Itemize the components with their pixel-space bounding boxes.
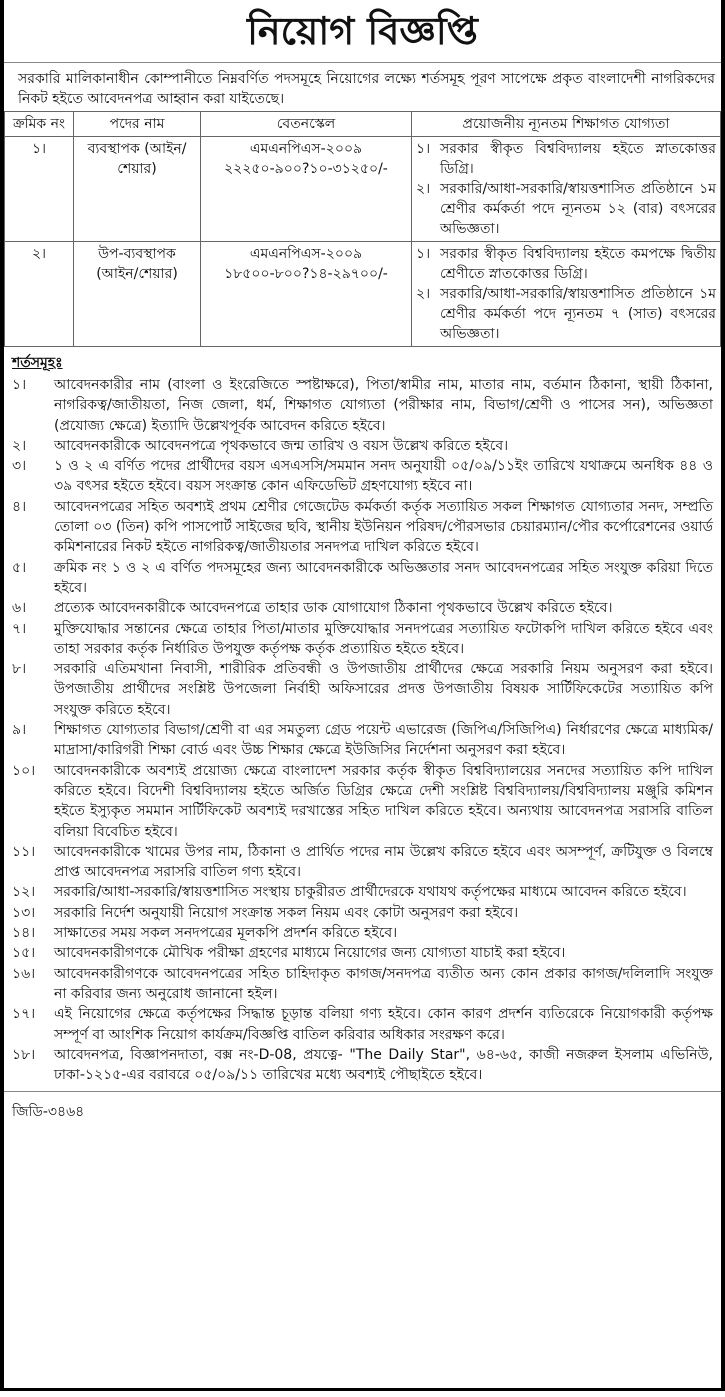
qualification-text: সরকার স্বীকৃত বিশ্ববিদ্যালয় হইতে কমপক্ষে দ্বিতীয় শ্রেণীতে স্নাতকোত্তর ডিগ্রি। [440, 246, 716, 282]
condition-number: ৬। [12, 600, 27, 617]
qualification-text: সরকারি/আধা-সরকারি/স্বায়ত্তশাসিত প্রতিষ্ঠানে ১ম শ্রেণীর কর্মকর্তা পদে ন্যূনতম ১২ (বার) বৎসরের অভিজ্ঞতা। [440, 181, 716, 237]
conditions-list [4, 375, 721, 1085]
condition-item [12, 882, 713, 902]
qualification-text: সরকারি/আধা-সরকারি/স্বায়ত্তশাসিত প্রতিষ্ঠানে ১ম শ্রেণীর কর্মকর্তা পদে ন্যূনতম ৭ (সাত) বৎসরের অভিজ্ঞতা। [440, 286, 716, 342]
condition-text: আবেদনকারীর নাম (বাংলা ও ইংরেজিতে স্পষ্টাক্ষরে), পিতা/স্বামীর নাম, মাতার নাম, বর্তমান ঠিকানা, স্থায়ী ঠিকানা, নাগরিকত্ব/জাতীয়তা, নিজ জেলা, ধর্ম, শিক্ষাগত যোগ্যতা (পরীক্ষার নাম, বিভাগ/শ্রেণী ও পাসের সন), অভিজ্ঞতা (প্রযোজ্য ক্ষেত্রে) ইত্যাদি উল্লেখপূর্বক আবেদন করিতে হইবে। [54, 377, 713, 434]
condition-item [12, 761, 713, 842]
condition-item [12, 964, 713, 1005]
qualification-number: ১। [416, 246, 431, 262]
table-row [5, 137, 721, 242]
qualification-item [416, 179, 716, 239]
condition-number: ১৬। [12, 965, 36, 982]
condition-item [12, 659, 713, 720]
condition-number: ৫। [12, 559, 27, 576]
condition-number: ২। [12, 437, 27, 454]
cell-post: উপ-ব্যবস্থাপক (আইন/শেয়ার) [74, 242, 201, 347]
condition-text: শিক্ষাগত যোগ্যতার বিভাগ/শ্রেণী বা এর সমতুল্য গ্রেড পয়েন্ট এভারেজ (জিপিএ/সিজিপিএ) নির্ধারণের ক্ষেত্রে মাধ্যমিক/মাদ্রাসা/কারিগরী শিক্ষা বোর্ড এবং উচ্চ শিক্ষার ক্ষেত্রে ইউজিসির নির্দেশনা অনুসরণ করা হইবে। [54, 722, 713, 759]
condition-number: ১৭। [12, 1006, 36, 1023]
condition-text: প্রত্যেক আবেদনকারীকে আবেদনপত্রে তাহার ডাক যোগাযোগ ঠিকানা পৃথকভাবে উল্লেখ করিতে হইবে। [54, 600, 613, 617]
pay-scale-value: ২২২৫০-৯০০?১০-৩১২৫০/- [224, 161, 388, 177]
header-post: পদের নাম [74, 112, 201, 137]
qualification-item [416, 139, 716, 179]
condition-text: আবেদনকারীকে খামের উপর নাম, ঠিকানা ও প্রার্থিত পদের নাম উল্লেখ করিতে হইবে এবং অসম্পূর্ণ, ক্রটিযুক্ত ও বিলম্বে প্রাপ্ত আবেদনপত্র সরাসরি বাতিল গণ্য হইবে। [54, 843, 713, 881]
page-title: নিয়োগ বিজ্ঞপ্তি [4, 0, 721, 63]
condition-item [12, 1045, 713, 1086]
condition-item [12, 923, 713, 943]
condition-number: ১। [12, 377, 27, 393]
condition-item [12, 558, 713, 599]
table-row [5, 242, 721, 347]
condition-item [12, 842, 713, 883]
condition-number: ৪। [12, 498, 27, 515]
condition-item [12, 1004, 713, 1045]
condition-number: ৩। [12, 458, 27, 475]
condition-text: আবেদনকারীগণকে মৌখিক পরীক্ষা গ্রহণের মাধ্যমে নিয়োগের জন্য যোগ্যতা যাচাই করা হইবে। [54, 945, 566, 962]
cell-qualifications [412, 137, 721, 242]
condition-text: সরকারি এতিমখানা নিবাসী, শারীরিক প্রতিবন্ধী ও উপজাতীয় প্রার্থীদের ক্ষেত্রে সরকারি নিয়ম অনুসরণ করা হইবে। উপজাতীয় প্রার্থীদের সংশ্লিষ্ট উপজেলা নির্বাহী অফিসারের প্রদত্ত উপজাতীয় বিষয়ক সার্টিফিকেটের সত্যায়িত কপি সংযুক্ত করিতে হইবে। [54, 661, 713, 718]
condition-text: সরকারি নির্দেশ অনুযায়ী নিয়োগ সংক্রান্ত সকল নিয়ম এবং কোটা অনুসরণ করা হইবে। [54, 904, 519, 921]
conditions-heading: শর্তসমূহঃ [12, 355, 63, 371]
condition-number: ১৫। [12, 945, 36, 962]
condition-text: এই নিয়োগের ক্ষেত্রে কর্তৃপক্ষের সিদ্ধান্ত চূড়ান্ত বলিয়া গণ্য হইবে। কোন কারণ প্রদর্শন ব্যতিরেকে নিয়োগকারী কর্তৃপক্ষ সম্পূর্ণ বা আংশিক নিয়োগ কার্যক্রম/বিজ্ঞপ্তি বাতিল করিবার অধিকার সংরক্ষণ করে। [54, 1006, 713, 1043]
condition-text: মুক্তিযোদ্ধার সন্তানের ক্ষেত্রে তাহার পিতা/মাতার মুক্তিযোদ্ধার সনদপত্রের সত্যায়িত ফটোকপি দাখিল করিতে হইবে এবং তাহা সরকার কর্তৃক নির্ধারিত উপযুক্ত কর্তৃপক্ষ কর্তৃক প্রত্যায়িত হইতে হইবে। [54, 620, 713, 657]
condition-text: আবেদনকারীগণকে আবেদনপত্রের সহিত চাহিদাকৃত কাগজ/সনদপত্র ব্যতীত অন্য কোন প্রকার কাগজ/দলিলাদি সংযুক্ত না করিবার জন্য অনুরোধ জানানো হইল। [54, 965, 713, 1002]
header-pay-scale: বেতনস্কেল [201, 112, 412, 137]
condition-text: আবেদনপত্রের সহিত অবশ্যই প্রথম শ্রেণীর গেজেটেড কর্মকর্তা কর্তৃক সত্যায়িত সকল শিক্ষাগত যোগ্যতার সনদ, সম্প্রতি তোলা ০৩ (তিন) কপি পাসপোর্ট সাইজের ছবি, স্থানীয় ইউনিয়ন পরিষদ/পৌরসভার চেয়ারম্যান/পৌর কর্পোরেশনের ওয়ার্ড কমিশনারের নিকট হইতে নাগরিকত্ব/জাতীয়তার সনদপত্র দাখিল করিতে হইবে। [54, 498, 713, 556]
qualification-text: সরকার স্বীকৃত বিশ্ববিদ্যালয় হইতে স্নাতকোত্তর ডিগ্রি। [440, 141, 716, 177]
cell-pay-scale [201, 242, 412, 347]
condition-item [12, 720, 713, 761]
footer-code: জিডি-৩৪৬৪ [4, 1091, 721, 1132]
condition-number: ৯। [12, 722, 27, 739]
condition-number: ৮। [12, 661, 27, 678]
condition-item [12, 943, 713, 963]
condition-number: ১২। [12, 884, 36, 901]
intro-paragraph: সরকারি মালিকানাধীন কোম্পানীতে নিম্নবর্ণিত পদসমূহে নিয়োগের লক্ষ্যে শর্তসমূহ পূরণ সাপেক্ষে প্রকৃত বাংলাদেশী নাগরিকদের নিকট হইতে আবেদনপত্র আহ্বান করা যাইতেছে। [18, 71, 715, 107]
condition-item [12, 598, 713, 618]
qualification-item [416, 284, 716, 344]
condition-text: আবেদনপত্র, বিজ্ঞাপনদাতা, বক্স নং-D-08, প্রযত্নে- "The Daily Star", ৬৪-৬৫, কাজী নজরুল ইসলাম এভিনিউ, ঢাকা-১২১৫-এর বরাবরে ০৫/০৯/১১ তারিখের মধ্যে অবশ্যই পৌছাইতে হইবে। [54, 1046, 713, 1084]
condition-text: সাক্ষাতের সময় সকল সনদপত্রের মূলকপি প্রদর্শন করিতে হইবে। [54, 925, 398, 942]
condition-text: আবেদনকারীকে অবশ্যই প্রয়োজ্য ক্ষেত্রে বাংলাদেশ সরকার কর্তৃক স্বীকৃত বিশ্ববিদ্যালয়ের সনদের সত্যায়িত কপি দাখিল করিতে হইবে। বিদেশী বিশ্ববিদ্যালয় হইতে অর্জিত ডিগ্রির ক্ষেত্রে দেশী সংশ্লিষ্ট বিশ্ববিদ্যালয়/বিশ্ববিদ্যালয় মঞ্জুরি কমিশন হইতে ইস্যুকৃত সমমান সার্টিফিকেট অবশ্যই দরখাস্তের সহিত দাখিল করিতে হইবে। অন্যথায় আবেদনপত্র সরাসরি বাতিল বলিয়া বিবেচিত হইবে। [54, 762, 713, 840]
condition-number: ১৮। [12, 1046, 36, 1063]
pay-scale-name: এমএনপিএস-২০০৯ [249, 246, 363, 262]
qualification-number: ১। [416, 141, 431, 157]
condition-number: ১৩। [12, 904, 36, 921]
qualification-number: ২। [416, 181, 431, 197]
condition-number: ১১। [12, 843, 36, 860]
qualification-item [416, 244, 716, 284]
cell-serial: ২। [5, 242, 74, 347]
pay-scale-value: ১৮৫০০-৮০০?১৪-২৯৭০০/- [224, 266, 388, 282]
pay-scale-name: এমএনপিএস-২০০৯ [249, 141, 363, 157]
condition-item [12, 903, 713, 923]
condition-number: ১০। [12, 762, 36, 779]
condition-item [12, 619, 713, 660]
header-qualification: প্রয়োজনীয় ন্যূনতম শিক্ষাগত যোগ্যতা [412, 112, 721, 137]
condition-item [12, 375, 713, 436]
cell-pay-scale [201, 137, 412, 242]
condition-number: ১৪। [12, 925, 36, 942]
condition-number: ৭। [12, 620, 27, 637]
condition-text: ১ ও ২ এ বর্ণিত পদের প্রার্থীদের বয়স এসএসসি/সমমান সনদ অনুযায়ী ০৫/০৯/১১ইং তারিখে যথাক্রমে অনধিক ৪৪ ও ৩৯ বৎসর হইতে হইবে। বয়স সংক্রান্ত কোন এফিডেভিট গ্রহণযোগ্য হইবে না। [54, 458, 713, 495]
table-header-row [5, 112, 721, 137]
cell-qualifications [412, 242, 721, 347]
cell-post: ব্যবস্থাপক (আইন/শেয়ার) [74, 137, 201, 242]
header-serial: ক্রমিক নং [5, 112, 74, 137]
condition-text: সরকারি/আধা-সরকারি/স্বায়ত্তশাসিত সংস্থায় চাকুরীরত প্রার্থীদেরকে যথাযথ কর্তৃপক্ষের মাধ্যমে আবেদন করিতে হইবে। [54, 884, 687, 901]
condition-item [12, 497, 713, 558]
condition-item [12, 456, 713, 497]
qualification-number: ২। [416, 286, 431, 302]
condition-text: আবেদনকারীকে আবেদনপত্রে পৃথকভাবে জন্ম তারিখ ও বয়স উল্লেখ করিতে হইবে। [54, 437, 509, 454]
posts-table [4, 111, 721, 347]
condition-item [12, 436, 713, 456]
condition-text: ক্রমিক নং ১ ও ২ এ বর্ণিত পদসমূহের জন্য আবেদনকারীকে অভিজ্ঞতার সনদ আবেদনপত্রের সহিত সংযুক্ত করিয়া দিতে হইবে। [54, 559, 713, 596]
cell-serial: ১। [5, 137, 74, 242]
